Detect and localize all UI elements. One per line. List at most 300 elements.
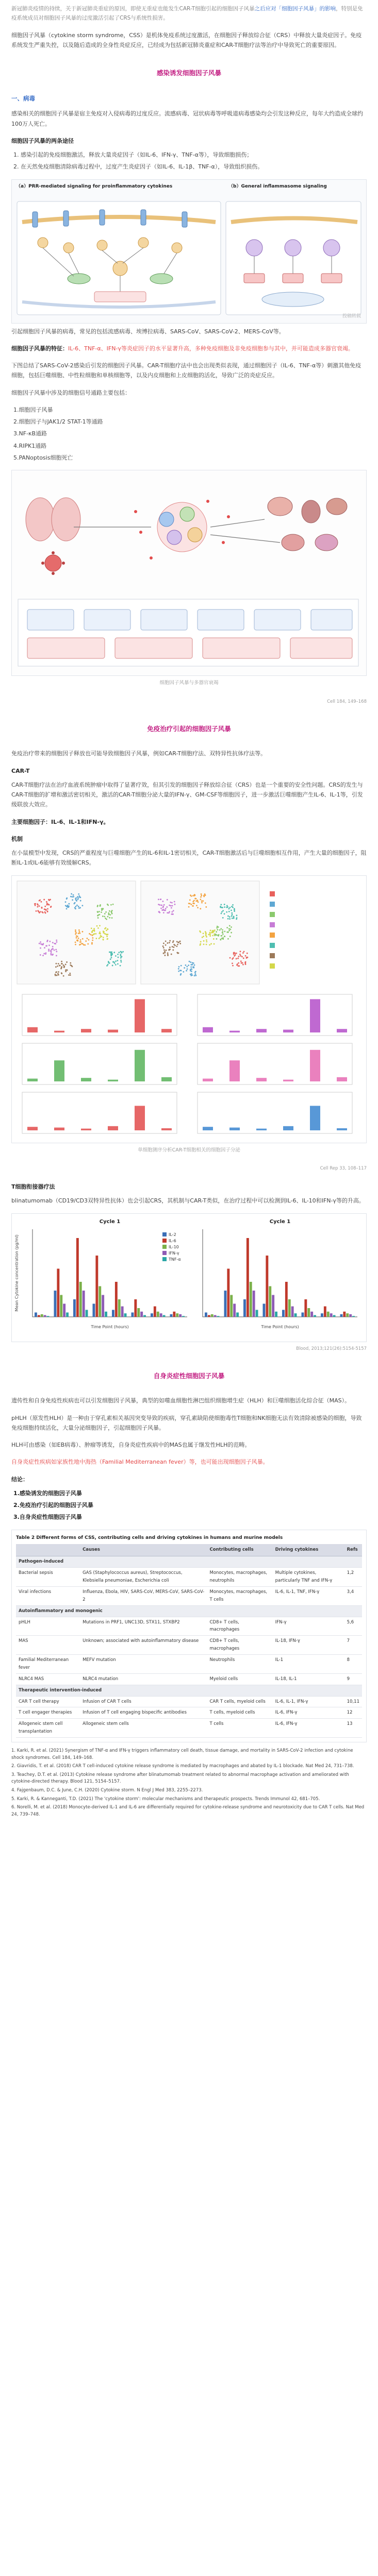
table-cell: Allogeneic stem cells — [80, 1719, 207, 1738]
single-cell-figure — [11, 875, 367, 1143]
scatter-point — [232, 958, 233, 960]
bar — [44, 1315, 46, 1316]
scatter-point — [41, 901, 42, 903]
scatter-point — [40, 954, 41, 956]
scatter-point — [218, 934, 220, 936]
scatter-point — [111, 917, 113, 919]
scatter-point — [245, 955, 246, 956]
scatter-point — [87, 943, 89, 944]
scatter-point — [90, 934, 92, 935]
bar — [288, 1299, 291, 1317]
scatter-point — [169, 946, 171, 948]
table-row — [16, 1673, 362, 1685]
table-cell: Multiple cytokines, particularly TNF and IFN-γ — [273, 1568, 344, 1587]
scatter-point — [56, 955, 57, 956]
intro-lead-text: 新冠肺炎疫情的持续，关于新冠肺炎重症的原因，即使无重症也能发生CAR-T细胞引起的细胞因子风暴 — [11, 6, 255, 12]
bar — [324, 1306, 326, 1316]
scatter-point — [221, 912, 222, 914]
scatter-point — [200, 944, 201, 946]
scatter-point — [221, 935, 222, 937]
reference-item: 3. Teachey, D.T. et al. (2013) Cytokine release syndrome after blinatumomab treatment related to abnormal macrophage activation and ameliorated with cytokine-directed therapy. Blood 121, 5154–5157. — [11, 1772, 349, 1785]
scatter-point — [66, 969, 68, 971]
scatter-point — [95, 938, 97, 939]
scatter-point — [186, 965, 188, 967]
scatter-point — [209, 934, 211, 935]
scatter-point — [109, 951, 110, 953]
bar-panel-frame — [22, 1043, 177, 1084]
scatter-point — [242, 962, 243, 963]
scatter-point — [176, 945, 177, 947]
bar — [233, 1303, 236, 1317]
scatter-point — [220, 904, 222, 905]
scatter-point — [100, 936, 101, 938]
bar — [161, 1029, 172, 1032]
scatter-point — [164, 951, 166, 952]
scatter-point — [79, 896, 80, 898]
scatter-point — [165, 908, 167, 909]
scatter-point — [59, 964, 60, 966]
intro-lead-accent[interactable]: 之后应对「细胞因子风暴」的影响 — [254, 6, 336, 12]
scatter-point — [229, 925, 231, 926]
scatter-point — [47, 908, 48, 909]
scatter-point — [78, 929, 80, 931]
bar — [54, 1291, 57, 1317]
sub-heading-virus: 一、病毒 — [11, 95, 35, 103]
scatter-point — [194, 972, 196, 973]
scatter-point — [178, 966, 180, 968]
reference-item: 2. Giavridis, T. et al. (2018) CAR T cell-induced cytokine release syndrome is mediated by macrophages and abated by IL-1 blockade. Nat Med 24, 731–738. — [11, 1764, 354, 1769]
css-table-figure — [11, 1530, 367, 1742]
pathways-list — [13, 405, 367, 463]
scatter-point — [164, 909, 166, 911]
scatter-point — [195, 975, 196, 976]
legend-swatch — [270, 902, 275, 907]
bar-panel-frame — [198, 1043, 352, 1084]
sub-heading-t-cell-engager: T细胞衔接器疗法 — [11, 1183, 55, 1191]
bar — [302, 1312, 304, 1317]
table-cell: Viral infections — [16, 1586, 80, 1605]
table-cell: IL-6, IFN-γ — [273, 1719, 344, 1738]
scatter-point — [195, 898, 197, 900]
scatter-point — [233, 953, 235, 955]
bar — [173, 1311, 175, 1316]
table-cell: 1,2 — [344, 1568, 362, 1587]
bar — [98, 1286, 101, 1317]
table-group-label: Pathogen-induced — [16, 1556, 362, 1568]
scatter-point — [40, 911, 41, 912]
scatter-point — [210, 943, 212, 944]
scatter-point — [183, 971, 184, 972]
references-list — [11, 1748, 367, 1818]
scatter-point — [70, 974, 71, 976]
scatter-point — [36, 910, 37, 912]
scatter-point — [224, 913, 225, 914]
scatter-point — [76, 937, 77, 939]
scatter-point — [197, 907, 199, 908]
scatter-point — [43, 953, 45, 954]
bar — [81, 1029, 91, 1032]
scatter-point — [120, 951, 122, 952]
scatter-point — [180, 974, 182, 976]
list-item: 2.免疫治疗引起的细胞因子风暴 — [13, 1502, 93, 1509]
bar — [205, 1312, 207, 1317]
bar — [154, 1306, 156, 1316]
scatter-point — [92, 939, 93, 941]
scatter-point — [202, 937, 203, 938]
scatter-point — [173, 940, 174, 942]
bar — [256, 1310, 258, 1317]
sub-heading-mechanism: 机制 — [11, 835, 23, 842]
scatter-point — [76, 935, 77, 937]
table-row — [16, 1617, 362, 1636]
scatter-point — [192, 903, 194, 904]
scatter-point — [169, 942, 170, 943]
pathway-list — [21, 150, 367, 172]
scatter-point — [91, 942, 93, 943]
scatter-point — [109, 962, 110, 964]
scatter-point — [233, 917, 235, 919]
immunotherapy-intro: 免疫治疗带来的细胞因子释放也可能导致细胞因子风暴，例如CAR-T细胞疗法、双特异性抗体疗法等。 — [11, 750, 267, 757]
scatter-point — [229, 918, 231, 920]
scatter-point — [236, 918, 237, 920]
scatter-point — [65, 971, 67, 972]
table-cell: CAR T cells, myeloid cells — [207, 1696, 273, 1707]
scatter-point — [74, 902, 76, 904]
scatter-point — [201, 902, 203, 903]
scatter-point — [205, 902, 206, 904]
table-cell: Bacterial sepsis — [16, 1568, 80, 1587]
bar — [105, 1311, 107, 1316]
scatter-point — [78, 933, 79, 934]
bar — [27, 1127, 38, 1130]
scatter-point — [75, 941, 76, 943]
scatter-point — [198, 901, 199, 903]
bar — [229, 1127, 240, 1130]
bar — [346, 1313, 349, 1317]
legend-swatch — [270, 933, 275, 938]
bar — [161, 1077, 172, 1081]
figure-caption: 细胞因子风暴与多器官衰竭 — [159, 680, 219, 686]
scatter-point — [55, 972, 57, 973]
scatter-point — [115, 964, 117, 965]
scatter-point — [107, 934, 108, 935]
bar — [161, 1128, 172, 1130]
scatter-point — [68, 905, 70, 907]
scatter-point — [188, 906, 190, 907]
scatter-point — [80, 900, 81, 901]
scatter-point — [203, 943, 205, 945]
scatter-point — [122, 951, 124, 953]
table-row — [16, 1636, 362, 1655]
scatter-point — [104, 916, 105, 917]
scatter-point — [240, 955, 241, 957]
scatter-point — [120, 955, 122, 956]
scatter-point — [162, 901, 163, 902]
scatter-point — [52, 942, 54, 943]
scatter-point — [226, 911, 227, 912]
legend-swatch — [270, 922, 275, 927]
bar — [108, 1029, 118, 1032]
table-cell: 8 — [344, 1655, 362, 1674]
scatter-point — [213, 943, 215, 944]
table-cell: 7 — [344, 1636, 362, 1655]
bar — [307, 1308, 310, 1317]
reference-item: 1. Karki, R. et al. (2021) Synergism of TNF-α and IFN-γ triggers inflammatory cell death, tissue damage, and mortality in SARS-CoV-2 infection and cytokine shock syndromes. Cell 184, 149–168. — [11, 1748, 353, 1760]
bar — [160, 1313, 162, 1317]
table-row — [16, 1655, 362, 1674]
scatter-point — [105, 911, 107, 913]
list-item: 3.NF-κB通路 — [13, 430, 47, 437]
scatter-point — [234, 955, 235, 957]
bar — [282, 1310, 285, 1317]
scatter-point — [191, 973, 192, 974]
table-row — [16, 1719, 362, 1738]
section-title-infection: 感染诱发细胞因子风暴 — [156, 69, 221, 77]
table-cell: NLRC4 MAS — [16, 1673, 80, 1685]
scatter-point — [56, 974, 58, 976]
table-cell: T cells — [207, 1719, 273, 1738]
bar — [275, 1311, 277, 1316]
scatter-point — [191, 971, 192, 972]
scatter-point — [232, 965, 234, 967]
scatter-point — [68, 903, 70, 904]
scatter-point — [203, 940, 205, 942]
scatter-point — [231, 909, 232, 911]
scatter-point — [177, 952, 178, 954]
scatter-point — [227, 918, 229, 920]
bar — [79, 1282, 82, 1317]
cycle-charts — [12, 1214, 366, 1342]
scatter-point — [191, 968, 192, 970]
scatter-point — [185, 964, 186, 966]
scatter-point — [189, 899, 191, 901]
scatter-point — [186, 970, 187, 971]
scatter-point — [161, 904, 162, 906]
scatter-point — [242, 952, 244, 954]
scatter-point — [121, 952, 123, 953]
bar — [256, 1128, 267, 1130]
table-cell: CAR T cell therapy — [16, 1696, 80, 1707]
bar — [227, 1268, 229, 1317]
scatter-point — [209, 935, 211, 937]
scatter-point — [179, 943, 181, 944]
table-group-row — [16, 1685, 362, 1696]
bar — [236, 1312, 239, 1317]
scatter-point — [69, 973, 71, 974]
scatter-point — [222, 917, 224, 919]
bar — [246, 1238, 249, 1317]
scatter-point — [61, 973, 62, 974]
scatter-point — [117, 954, 119, 955]
x-axis-label: Time Point (hours) — [91, 1324, 129, 1329]
table-cell: Mutations in PRF1, UNC13D, STX11, STXBP2 — [80, 1617, 207, 1636]
scatter-point — [192, 901, 194, 902]
table-header: Refs — [344, 1544, 362, 1556]
scatter-point — [212, 935, 213, 936]
bar-panel-frame — [198, 1092, 352, 1133]
cytokine-time-figure — [11, 1213, 367, 1342]
scatter-point — [50, 899, 51, 900]
bar — [76, 1238, 79, 1317]
table-header-row — [16, 1544, 362, 1556]
scatter-point — [115, 960, 117, 962]
legend-swatch — [162, 1251, 167, 1255]
scatter-point — [63, 967, 65, 968]
bar — [115, 1282, 118, 1317]
scatter-point — [229, 936, 231, 937]
scatter-point — [110, 904, 112, 906]
scatter-point — [240, 951, 241, 952]
scatter-point — [98, 911, 100, 912]
bar — [108, 1079, 118, 1081]
scatter-point — [226, 906, 227, 908]
scatter-point — [54, 949, 55, 951]
table-cell: CD8+ T cells, macrophages — [207, 1636, 273, 1655]
scatter-point — [56, 939, 57, 941]
scatter-point — [47, 911, 48, 912]
scatter-point — [205, 894, 206, 896]
scatter-point — [51, 906, 52, 907]
scatter-point — [120, 954, 121, 955]
scatter-point — [169, 904, 170, 906]
scatter-point — [201, 900, 203, 902]
scatter-point — [196, 905, 198, 906]
table-row — [16, 1586, 362, 1605]
scatter-point — [82, 905, 84, 906]
scatter-point — [226, 927, 228, 928]
scatter-point — [105, 918, 106, 919]
scatter-point — [35, 903, 36, 905]
scatter-point — [236, 914, 238, 916]
scatter-point — [80, 939, 81, 941]
bar — [135, 999, 145, 1032]
bar — [330, 1313, 333, 1317]
scatter-point — [200, 899, 201, 900]
scatter-point — [92, 937, 93, 939]
table-cell: IL-6, IL-1, TNF, IFN-γ — [273, 1586, 344, 1605]
scatter-point — [189, 960, 190, 962]
bar — [102, 1295, 104, 1317]
table-cell: IL-1 — [273, 1655, 344, 1674]
scatter-point — [238, 965, 239, 967]
scatter-point — [192, 895, 194, 896]
scatter-point — [190, 966, 192, 968]
scatter-point — [106, 965, 108, 967]
scatter-point — [99, 925, 101, 926]
scatter-point — [168, 912, 170, 913]
scatter-point — [111, 911, 112, 912]
scatter-point — [58, 974, 59, 975]
scatter-point — [170, 905, 172, 906]
table-cell: T cell engager therapies — [16, 1707, 80, 1719]
scatter-point — [221, 911, 223, 912]
scatter-point — [167, 955, 169, 956]
scatter-point — [217, 925, 218, 927]
figure-caption: 单细胞测序分析CAR-T细胞相关的细胞因子分泌 — [138, 1147, 240, 1153]
scatter-point — [173, 910, 174, 911]
legend-label: IL-10 — [169, 1244, 179, 1249]
bar — [60, 1295, 62, 1317]
table-header: Driving cytokines — [273, 1544, 344, 1556]
scatter-point — [111, 957, 112, 958]
scatter-point — [196, 900, 198, 901]
figure-panel-b-label: （b）General inflammasome signaling — [228, 183, 327, 189]
bar — [137, 1308, 140, 1317]
scatter-point — [46, 945, 47, 946]
bar — [256, 1078, 267, 1081]
list-item: 1.感染诱发的细胞因子风暴 — [13, 1489, 82, 1497]
bar — [224, 1291, 227, 1317]
scatter-point — [48, 948, 50, 950]
scatter-point — [206, 939, 207, 941]
scatter-point — [169, 948, 171, 950]
bar — [214, 1315, 217, 1316]
scatter-point — [193, 967, 194, 968]
legend-swatch — [270, 963, 275, 969]
bar — [41, 1314, 43, 1317]
bar — [229, 1060, 240, 1081]
legend-swatch — [270, 912, 275, 917]
list-item: 2. 在天然免疫细胞清除病毒过程中，过度产生炎症因子（如IL-6、IL-1β、TNF-α），导致组织损伤。 — [21, 162, 367, 172]
figure-source: Cell 184, 149–168 — [327, 699, 367, 704]
bar — [81, 1078, 91, 1081]
intro-paragraph: 细胞因子风暴（cytokine storm syndrome，CSS）是机体免疫系统过度激活，在细胞因子释放综合征（CRS）中释放大量炎症因子。免疫系统发生严重失控，以及随后造成的全身性炎症反应，已经成为包括新冠肺炎重症和CAR-T细胞疗法等治疗中导致死亡的重要原因。 — [11, 31, 362, 48]
bar — [112, 1310, 114, 1317]
bar — [179, 1314, 182, 1317]
pathways-intro: 细胞因子风暴中涉及的细胞信号通路主要包括： — [11, 389, 130, 396]
scatter-point — [174, 944, 176, 946]
bar — [151, 1313, 153, 1317]
scatter-point — [111, 953, 113, 955]
scatter-point — [66, 961, 68, 963]
bar — [95, 1256, 98, 1317]
bar — [121, 1306, 124, 1316]
scatter-point — [75, 906, 76, 907]
table-cell: pHLH — [16, 1617, 80, 1636]
bar — [143, 1315, 146, 1316]
t-cell-engager-paragraph: blinatumomab（CD19/CD3双特异性抗体）也会引起CRS，其机制与CAR-T类似，在治疗过程中可以检测到IL-6、IL-10和IFN-γ等的升高。 — [11, 1197, 365, 1205]
bar — [54, 1060, 64, 1081]
scatter-point — [172, 946, 173, 947]
legend-swatch — [162, 1245, 167, 1249]
scatter-point — [194, 975, 195, 976]
legend-swatch — [162, 1232, 167, 1236]
bar — [203, 1127, 213, 1130]
bar — [314, 1315, 316, 1316]
bar — [27, 1078, 38, 1081]
scatter-point — [171, 953, 172, 955]
scatter-point — [172, 905, 173, 906]
scatter-point — [88, 939, 89, 940]
scatter-point — [66, 897, 68, 899]
bar — [310, 1311, 313, 1316]
scatter-point — [35, 904, 36, 906]
table-cell: Influenza, Ebola, HIV, SARS-CoV, MERS-CoV, SARS-CoV-2 — [80, 1586, 207, 1605]
scatter-point — [58, 971, 59, 973]
scatter-point — [167, 952, 169, 954]
scatter-point — [97, 927, 99, 929]
scatter-point — [167, 942, 169, 944]
cytokine-storm-diagram — [12, 470, 366, 676]
scatter-point — [91, 927, 92, 929]
table-cell: 12 — [344, 1707, 362, 1719]
bar — [35, 1312, 37, 1317]
scatter-point — [39, 943, 40, 944]
scatter-point — [220, 928, 222, 929]
scatter-point — [173, 946, 174, 948]
scatter-point — [163, 942, 165, 944]
scatter-point — [101, 911, 102, 913]
